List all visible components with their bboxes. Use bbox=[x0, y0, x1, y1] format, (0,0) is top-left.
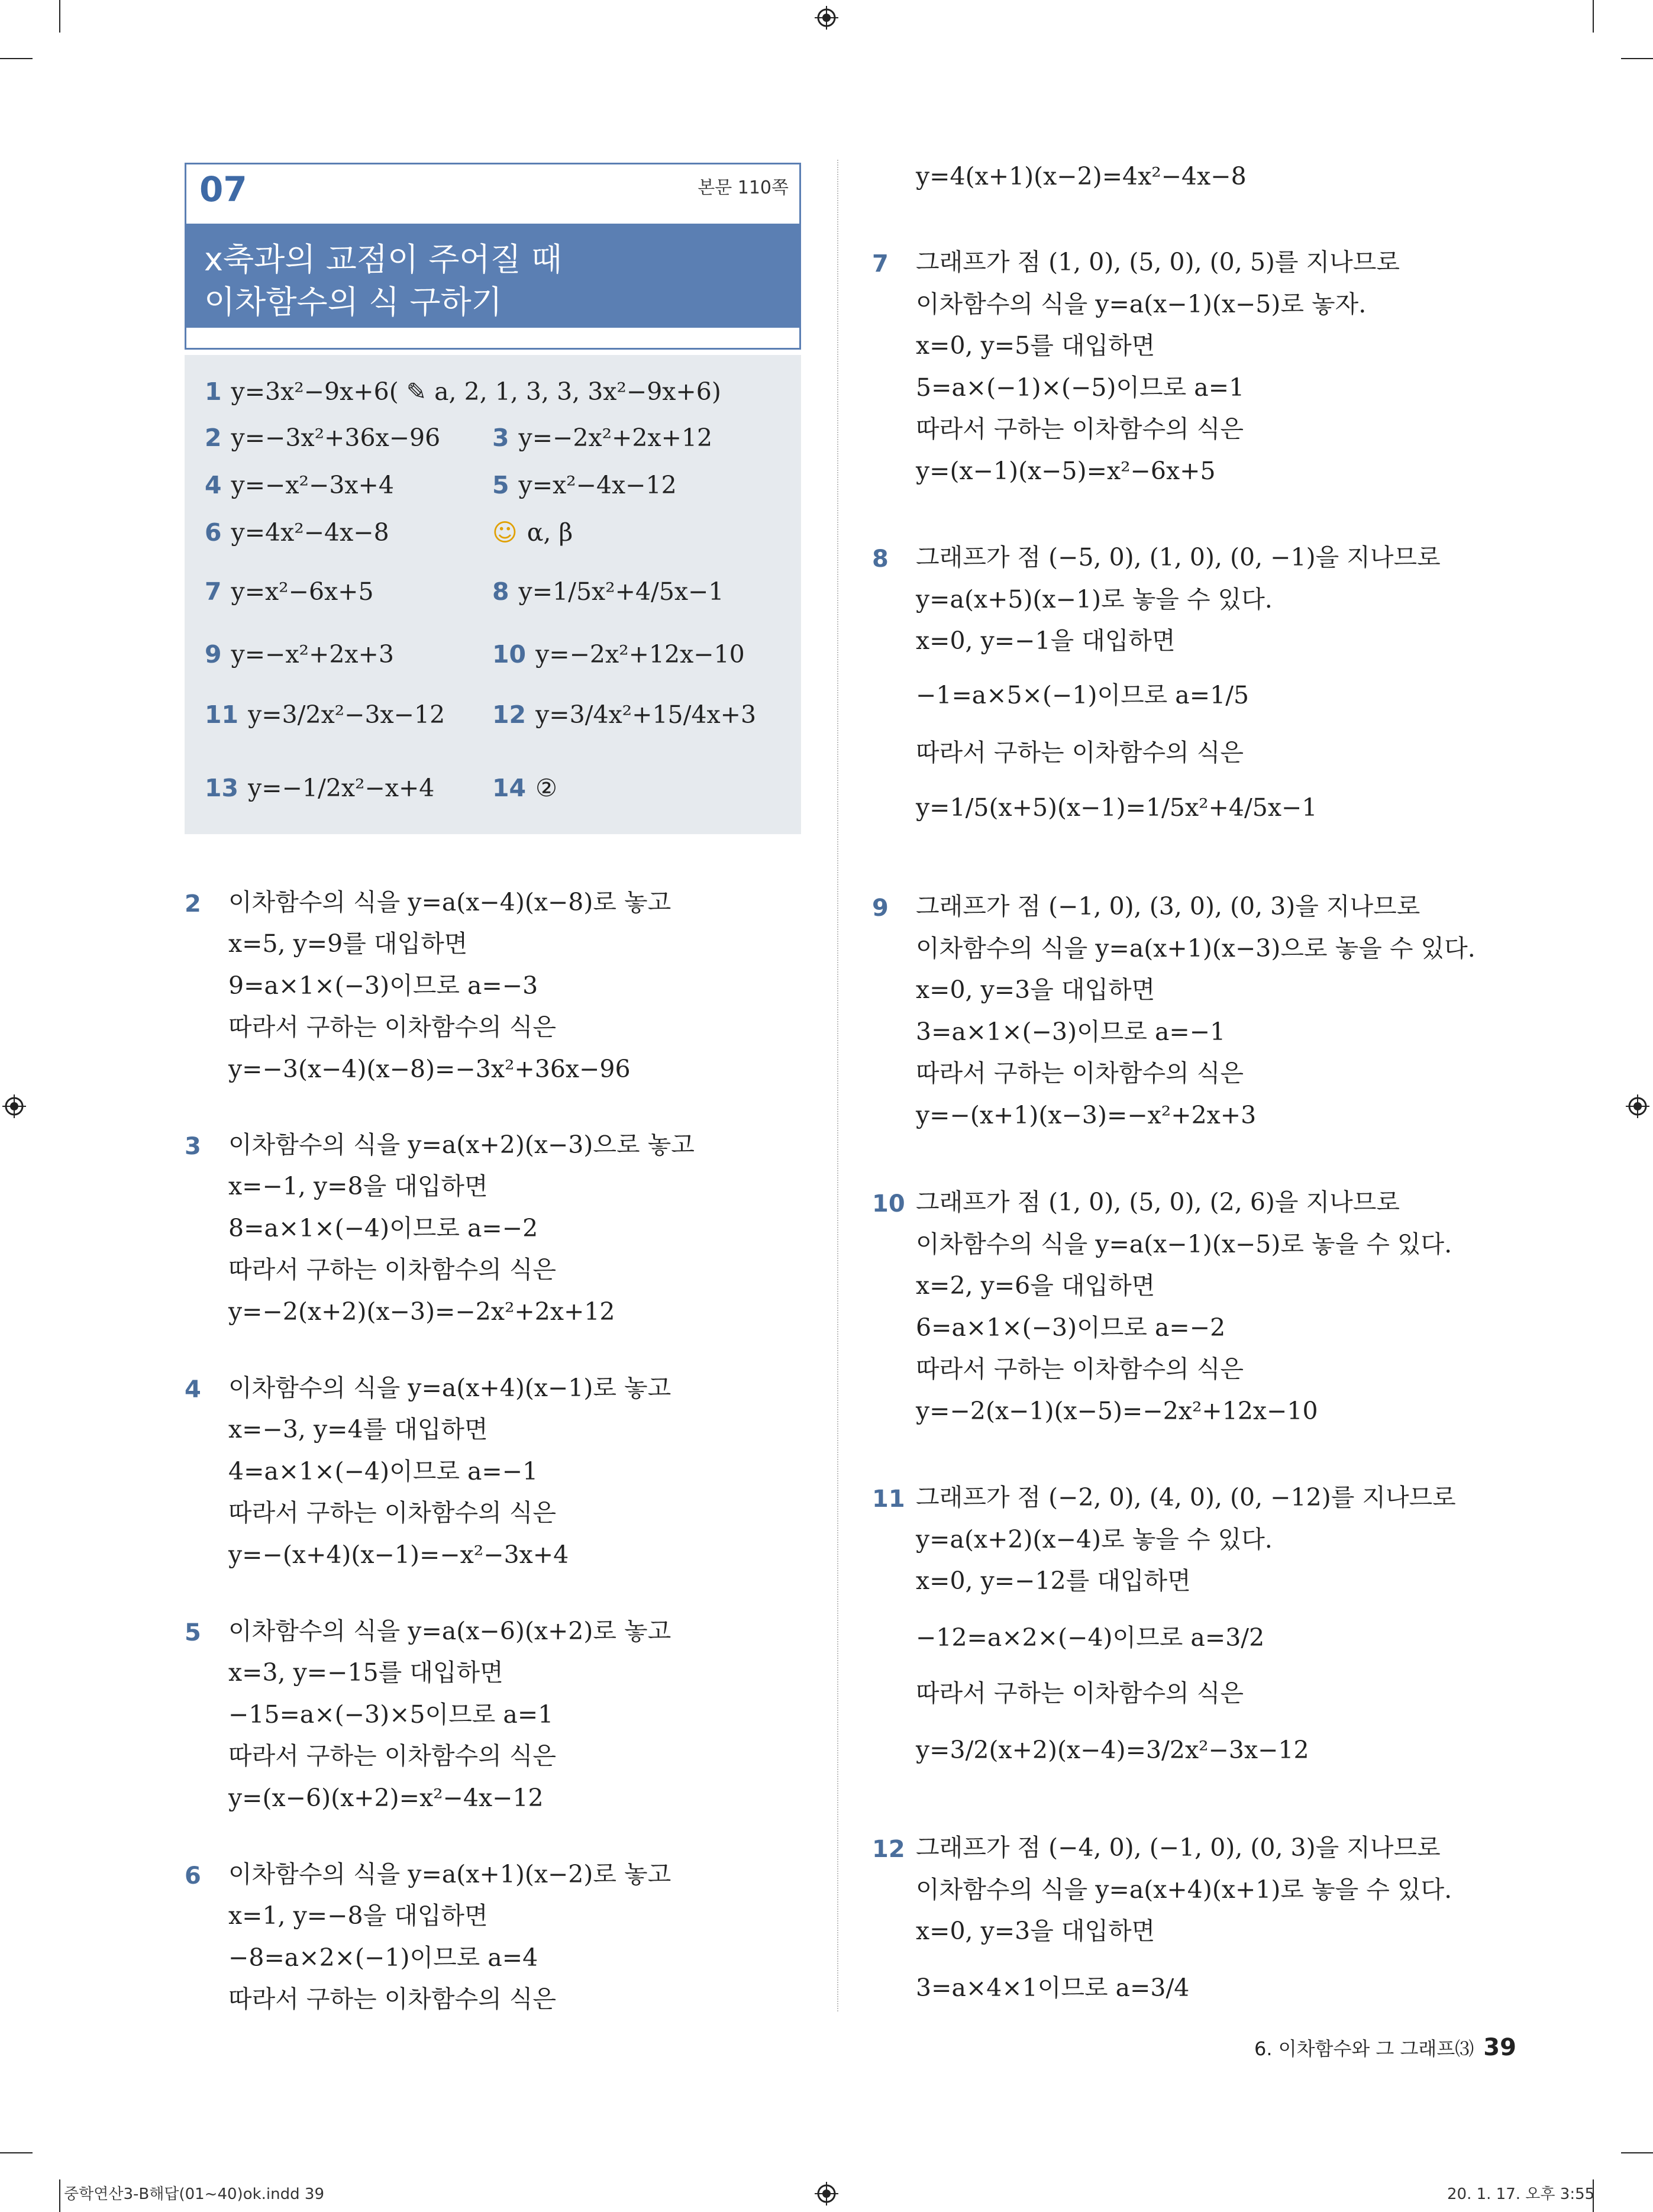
answer-item: 3 y=−2x²+2x+12 bbox=[492, 424, 713, 452]
answer-item: 14 ② bbox=[492, 774, 557, 802]
answer-item: 9 y=−x²+2x+3 bbox=[205, 640, 394, 669]
page-reference: 본문 110쪽 bbox=[698, 177, 789, 198]
answer-item: 10 y=−2x²+12x−10 bbox=[492, 640, 745, 669]
crop-mark bbox=[59, 0, 60, 33]
answer-item: 1 y=3x²−9x+6( ✎ a, 2, 1, 3, 3, 3x²−9x+6) bbox=[205, 377, 721, 406]
crop-mark bbox=[1593, 0, 1594, 33]
answer-summary-box bbox=[185, 355, 801, 834]
page-number: 39 bbox=[1483, 2034, 1516, 2061]
crop-mark bbox=[59, 2179, 60, 2212]
answer-item: ☺ α, β bbox=[492, 518, 573, 547]
answer-item: 7 y=x²−6x+5 bbox=[205, 577, 374, 606]
crop-mark bbox=[1621, 58, 1653, 59]
registration-mark-icon bbox=[1626, 1094, 1649, 1118]
section-header bbox=[185, 163, 801, 350]
solution-6-continued: y=4(x+1)(x−2)=4x²−4x−8 bbox=[916, 162, 1247, 190]
chapter-label: 6. 이차함수와 그 그래프⑶ bbox=[1254, 2037, 1474, 2060]
crop-mark bbox=[0, 2152, 33, 2153]
answer-item: 5 y=x²−4x−12 bbox=[492, 471, 677, 499]
section-title-band bbox=[186, 224, 799, 328]
answer-item: 2 y=−3x²+36x−96 bbox=[205, 424, 441, 452]
smile-icon: ☺ bbox=[492, 518, 518, 547]
crop-mark bbox=[0, 58, 33, 59]
page-footer bbox=[1254, 2034, 1516, 2061]
section-title-line1: x축과의 교점이 주어질 때 bbox=[204, 241, 563, 278]
answer-item: 8 y=1/5x²+4/5x−1 bbox=[492, 577, 724, 606]
answer-item: 12 y=3/4x²+15/4x+3 bbox=[492, 700, 757, 729]
crop-mark bbox=[1621, 2152, 1653, 2153]
registration-mark-icon bbox=[815, 6, 838, 30]
print-slug-filename: 중학연산3-B해답(01~40)ok.indd 39 bbox=[64, 2185, 324, 2203]
column-divider bbox=[837, 160, 838, 2011]
section-number: 07 bbox=[199, 169, 247, 209]
registration-mark-icon bbox=[2, 1094, 26, 1118]
section-title-line2: 이차함수의 식 구하기 bbox=[204, 283, 502, 321]
answer-item: 13 y=−1/2x²−x+4 bbox=[205, 774, 435, 802]
answer-item: 6 y=4x²−4x−8 bbox=[205, 518, 389, 547]
print-slug-timestamp: 20. 1. 17. 오후 3:55 bbox=[1447, 2185, 1595, 2203]
answer-item: 11 y=3/2x²−3x−12 bbox=[205, 700, 445, 729]
answer-item: 4 y=−x²−3x+4 bbox=[205, 471, 394, 499]
registration-mark-icon bbox=[815, 2182, 838, 2205]
